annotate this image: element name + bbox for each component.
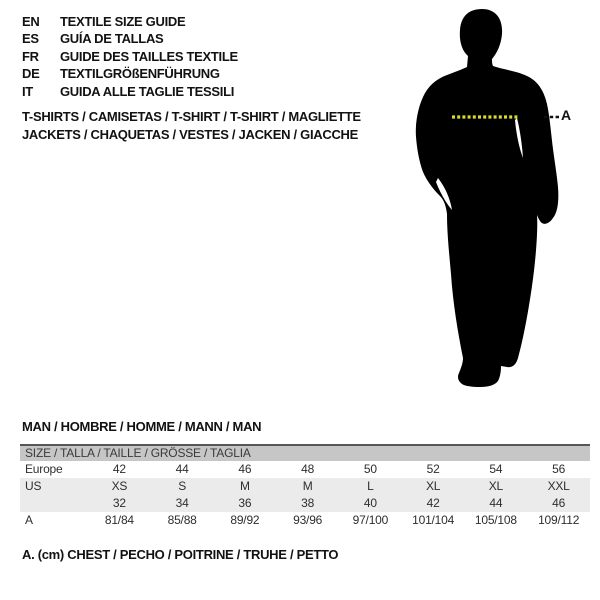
- table-cell: 40: [363, 496, 377, 510]
- table-row-label: US: [25, 479, 42, 493]
- language-title: GUÍA DE TALLAS: [60, 31, 164, 47]
- category-lines: [22, 108, 361, 143]
- table-cell: 36: [238, 496, 252, 510]
- table-cell: 52: [426, 462, 440, 476]
- table-cell: L: [367, 479, 374, 493]
- table-cell: 85/88: [167, 513, 197, 527]
- table-cell: XL: [425, 479, 441, 493]
- man-silhouette: [416, 9, 559, 387]
- language-list: [22, 13, 238, 100]
- table-cell: M: [302, 479, 313, 493]
- table-cell: 101/104: [412, 513, 455, 527]
- table-cell: 48: [301, 462, 315, 476]
- table-row: [20, 461, 590, 478]
- table-row-label: [20, 495, 88, 512]
- table-cell: 46: [238, 462, 252, 476]
- man-silhouette-figure: [405, 6, 583, 398]
- size-table: [20, 444, 590, 529]
- table-cell: XXL: [547, 479, 570, 493]
- table-cell: 34: [175, 496, 189, 510]
- table-row-label: Europe: [25, 462, 63, 476]
- table-cell: 54: [489, 462, 503, 476]
- table-cell: XS: [111, 479, 128, 493]
- measurement-label-a: A: [561, 107, 571, 123]
- table-cell: 50: [363, 462, 377, 476]
- size-table-header: SIZE / TALLA / TAILLE / GRÖSSE / TAGLIA: [20, 444, 590, 461]
- table-row: [20, 478, 590, 495]
- table-cell: XL: [488, 479, 504, 493]
- language-code: DE: [22, 66, 40, 82]
- language-row: [22, 13, 238, 30]
- measurement-footnote: A. (cm) CHEST / PECHO / POITRINE / TRUHE / PETTO: [22, 547, 339, 562]
- language-code: EN: [22, 14, 40, 29]
- language-row: [22, 83, 238, 100]
- table-cell: 109/112: [538, 513, 580, 527]
- table-cell: 81/84: [104, 513, 134, 527]
- table-row: [20, 512, 590, 529]
- table-cell: 89/92: [230, 513, 260, 527]
- language-title: GUIDE DES TAILLES TEXTILE: [60, 48, 238, 64]
- table-cell: 42: [426, 496, 440, 510]
- table-cell: M: [239, 479, 250, 493]
- man-silhouette-svg: [405, 6, 565, 398]
- table-cell: S: [178, 479, 187, 493]
- table-cell: 38: [301, 496, 315, 510]
- table-cell: 56: [552, 462, 566, 476]
- language-title: GUIDA ALLE TAGLIE TESSILI: [60, 83, 235, 99]
- table-cell: 32: [112, 496, 126, 510]
- language-row: [22, 30, 238, 47]
- category-line: T-SHIRTS / CAMISETAS / T-SHIRT / T-SHIRT / MAGLIETTE: [22, 109, 361, 124]
- category-line: JACKETS / CHAQUETAS / VESTES / JACKEN / GIACCHE: [22, 126, 358, 142]
- language-code: FR: [22, 48, 39, 64]
- language-title: TEXTILE SIZE GUIDE: [60, 14, 186, 29]
- section-title-man: MAN / HOMBRE / HOMME / MANN / MAN: [22, 419, 262, 434]
- size-table-body: [20, 461, 590, 529]
- table-cell: 46: [552, 496, 566, 510]
- table-cell: 44: [489, 496, 503, 510]
- language-title: TEXTILGRÖßENFÜHRUNG: [60, 66, 220, 82]
- table-cell: 42: [112, 462, 126, 476]
- language-code: ES: [22, 31, 39, 47]
- table-row-label: A: [25, 513, 33, 527]
- language-row: [22, 65, 238, 82]
- table-cell: 44: [175, 462, 189, 476]
- table-row: [20, 495, 590, 512]
- language-code: IT: [22, 83, 33, 99]
- language-row: [22, 48, 238, 65]
- table-cell: 97/100: [352, 513, 389, 527]
- table-cell: 105/108: [474, 513, 517, 527]
- table-cell: 93/96: [293, 513, 323, 527]
